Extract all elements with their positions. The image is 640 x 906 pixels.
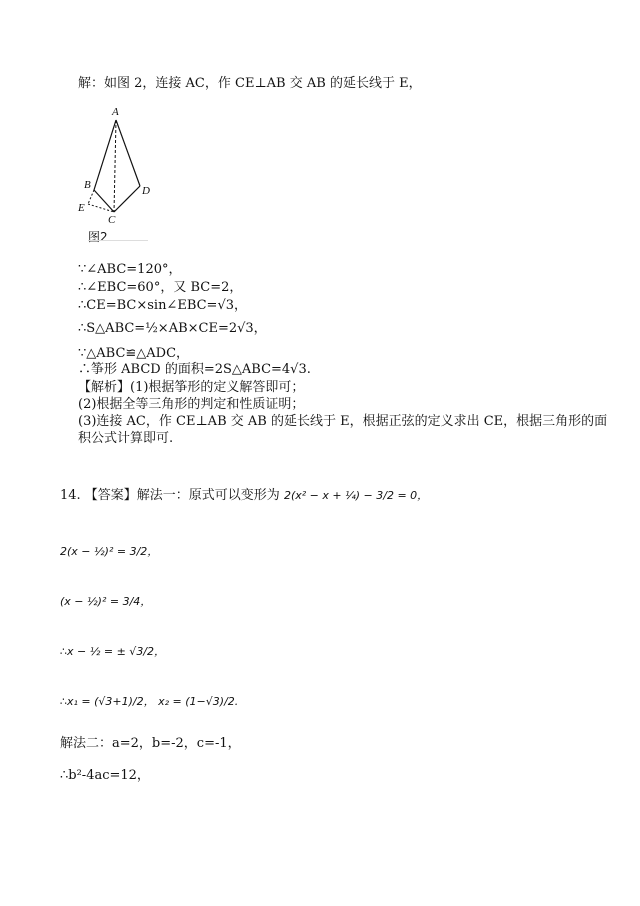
q14-header-formula: 2(x² − x + ¼) − 3/2 = 0， [283, 489, 429, 502]
point-a-label: A [112, 106, 119, 118]
step-4: ∴S△ABC=½×AB×CE=2√3， [78, 321, 267, 336]
point-c-label: C [108, 214, 116, 226]
solution-intro: 解：如图 2，连接 AC，作 CE⊥AB 交 AB 的延长线于 E， [78, 76, 422, 91]
figure-caption: 图2 [88, 230, 108, 244]
q14-discriminant: ∴b²-4ac=12， [60, 768, 150, 783]
point-b-label: B [84, 179, 91, 191]
step-3: ∴CE=BC×sin∠EBC=√3， [78, 298, 248, 313]
step-6: ∴筝形 ABCD 的面积=2S△ABC=4√3. [78, 362, 311, 377]
point-e-label: E [78, 202, 85, 214]
analysis-1: 【解析】(1)根据筝形的定义解答即可； [78, 380, 305, 395]
kite-figure [72, 106, 182, 228]
caption-underline [88, 240, 148, 253]
step-2: ∴∠EBC=60°，又 BC=2， [78, 280, 243, 295]
q14-eq3: ∴x − ½ = ± √3/2， [60, 645, 166, 658]
step-5: ∵△ABC≌△ADC， [78, 346, 190, 361]
q14-eq2: (x − ½)² = 3/4， [60, 595, 152, 608]
point-d-label: D [142, 185, 150, 197]
q14-eq4: ∴x₁ = (√3+1)/2， x₂ = (1−√3)/2. [60, 695, 239, 708]
analysis-2: (2)根据全等三角形的判定和性质证明； [78, 397, 305, 412]
analysis-3: (3)连接 AC，作 CE⊥AB 交 AB 的延长线于 E，根据正弦的定义求出 CE，根据三角形的面 [78, 414, 608, 429]
analysis-4: 积公式计算即可. [78, 431, 174, 446]
kite-diagram [72, 112, 182, 224]
q14-header-text: 14. 【答案】解法一：原式可以变形为 [60, 488, 280, 503]
q14-header [60, 488, 428, 504]
q14-method2: 解法二：a=2，b=-2，c=-1， [60, 736, 241, 751]
step-1: ∵∠ABC=120°， [78, 262, 182, 277]
q14-eq1: 2(x − ½)² = 3/2， [60, 545, 159, 558]
